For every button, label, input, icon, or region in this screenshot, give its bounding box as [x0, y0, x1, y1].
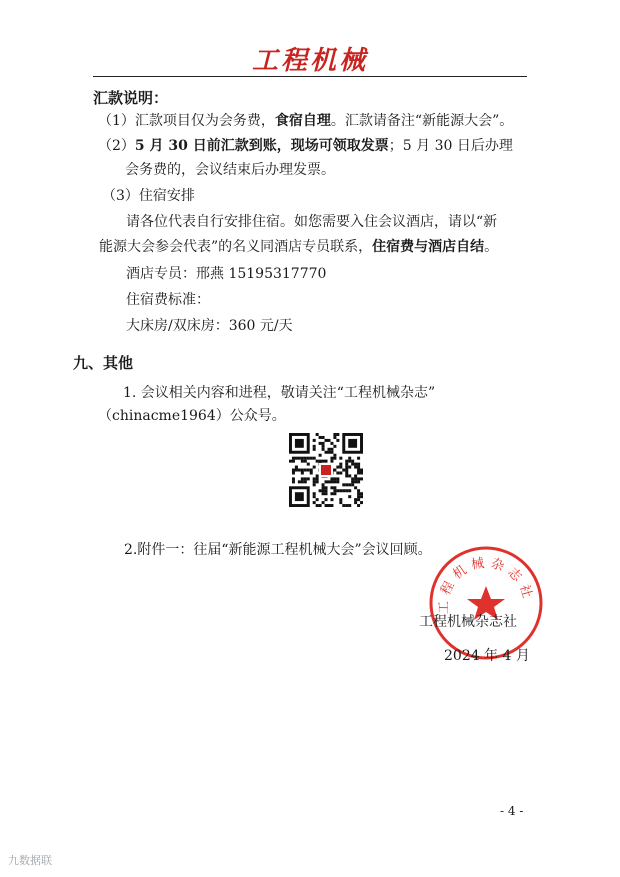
- remittance-item-1: [98, 111, 513, 131]
- remittance-title: 汇款说明：: [93, 89, 169, 107]
- lodging-title: （3）住宿安排: [102, 188, 195, 204]
- hotel-contact: 酒店专员：邢燕 15195317770: [126, 266, 327, 282]
- remittance-item-2: [98, 136, 513, 156]
- magazine-logo: 工程机械: [251, 46, 368, 76]
- watermark: 九数据联: [8, 854, 52, 867]
- signature-date: 2024 年 4 月: [444, 648, 530, 664]
- other-title: 九、其他: [73, 354, 134, 372]
- lodging-para-2-a: 能源大会参会代表”的名义同酒店专员联系，: [99, 239, 373, 255]
- remittance-item-1-c: 。汇款请备注“新能源大会”。: [330, 113, 514, 129]
- remittance-item-2-c: ；5 月 30 日后办理: [388, 138, 513, 154]
- signature-org: 工程机械杂志社: [419, 614, 517, 630]
- lodging-para-2: [99, 237, 498, 257]
- rate-title: 住宿费标准：: [126, 292, 210, 308]
- remittance-item-1-a: （1）汇款项目仅为会务费，: [98, 113, 275, 129]
- other-item-2: 2.附件一：往届“新能源工程机械大会”会议回顾。: [124, 542, 432, 558]
- remittance-item-2-cont: 会务费的，会议结束后办理发票。: [125, 162, 335, 178]
- official-seal-icon: [427, 544, 545, 662]
- lodging-para-2-c: 。: [484, 239, 499, 255]
- seal-text: 工程机械杂志社: [436, 555, 536, 615]
- remittance-item-2-a: （2）: [98, 138, 135, 154]
- wechat-qr-code-icon: [289, 433, 363, 507]
- rate-value: 大床房/双床房：360 元/天: [126, 318, 293, 334]
- page-number: - 4 -: [500, 804, 524, 818]
- header-rule: [93, 76, 527, 77]
- lodging-para-1: 请各位代表自行安排住宿。如您需要入住会议酒店，请以“新: [126, 214, 498, 230]
- other-item-1-cont: （chinacme1964）公众号。: [98, 408, 286, 424]
- other-item-1: 1. 会议相关内容和进程，敬请关注“工程机械杂志”: [123, 385, 436, 401]
- remittance-item-2-bold: 5 月 30 日前汇款到账，现场可领取发票: [134, 138, 389, 154]
- remittance-item-1-bold: 食宿自理: [274, 113, 331, 129]
- lodging-para-2-bold: 住宿费与酒店自结: [372, 239, 485, 255]
